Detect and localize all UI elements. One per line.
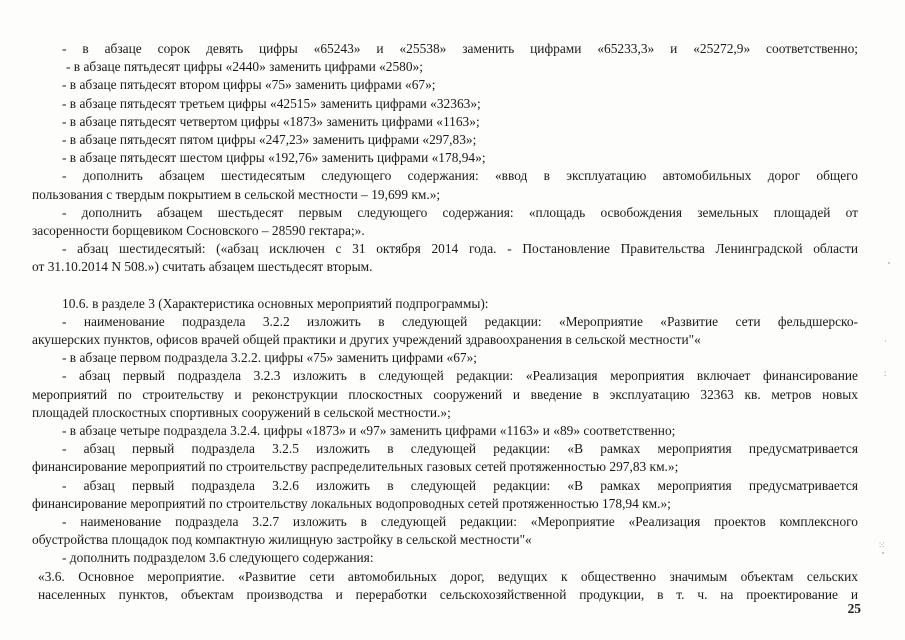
text-line: - наименование подраздела 3.2.2 изложить в следующей редакции: «Мероприятие «Развитие сети фельдшерско- [62,313,858,329]
page-number: 25 [847,601,861,616]
text-line: - в абзаце пятьдесят пятом цифры «247,23» заменить цифрами «297,83»; [62,132,477,148]
text-line: мероприятий по строительству и реконструкции плоскостных сооружений и введение в эксплуатацию 32363 кв. метров новых [32,386,858,402]
text-line: - в абзаце первом подраздела 3.2.2. цифры «75» заменить цифрами «67»; [62,350,478,366]
scan-speck: · [884,336,887,346]
paragraph-gap [32,277,858,295]
text-line: - дополнить абзацем шестьдесят первым следующего содержания: «площадь освобождения земельных площадей от [62,204,858,220]
scan-speck [888,262,890,264]
text-line: от 31.10.2014 N 508.») считать абзацем шестьдесят вторым. [32,259,373,275]
text-line: финансирование мероприятий по строительству распределительных газовых сетей протяженностью 297,83 км.»; [32,459,679,475]
text-line: - дополнить абзацем шестидесятым следующего содержания: «ввод в эксплуатацию автомобильных дорог общего [62,168,858,184]
scan-speck: ⁙ [878,540,886,550]
text-line: - дополнить подразделом 3.6 следующего содержания: [62,550,374,566]
text-line: - абзац первый подраздела 3.2.5 изложить в следующей редакции: «В рамках мероприятия предусматривается [62,441,858,457]
text-line: - наименование подраздела 3.2.7 изложить в следующей редакции: «Мероприятие «Реализация проектов комплексного [62,514,858,530]
text-line: финансирование мероприятий по строительству локальных водопроводных сетей протяженностью 178,94 км.»; [32,495,671,511]
text-line: - в абзаце четыре подраздела 3.2.4. цифры «1873» и «97» заменить цифрами «1163» и «89» соответственно; [62,423,676,439]
text-line: площадей плоскостных спортивных сооружений в сельской местности.»; [32,404,451,420]
scan-speck: : [884,368,887,378]
text-line: - абзац первый подраздела 3.2.6 изложить в следующей редакции: «В рамках мероприятия предусматривается [62,477,858,493]
text-line: - в абзаце пятьдесят втором цифры «75» заменить цифрами «67»; [62,77,436,93]
text-line: - в абзаце пятьдесят четвертом цифры «1873» заменить цифрами «1163»; [62,113,480,129]
text-line: - в абзаце пятьдесят третьем цифры «42515» заменить цифрами «32363»; [62,95,481,111]
section-heading: 10.6. в разделе 3 (Характеристика основных мероприятий подпрограммы): [62,295,489,311]
text-line: - абзац шестидесятый: («абзац исключен с 31 октября 2014 года. - Постановление Правительства Ленинградской области [62,241,858,257]
scan-speck [882,552,884,554]
text-line: - в абзаце пятьдесят цифры «2440» заменить цифрами «2580»; [66,59,423,75]
document-body [32,40,858,604]
text-line: - абзац первый подраздела 3.2.3 изложить в следующей редакции: «Реализация мероприятия включает финансирование [62,368,858,384]
text-line: засоренности борщевиком Сосновского – 28590 гектара;». [32,223,365,239]
text-line: обустройства площадок под компактную жилищную застройку в сельской местности"« [32,532,532,548]
text-line: акушерских пунктов, офисов врачей общей практики и других учреждений здравоохранения в сельской местности"« [32,332,701,348]
text-line: - в абзаце пятьдесят шестом цифры «192,76» заменить цифрами «178,94»; [62,150,486,166]
text-line: - в абзаце сорок девять цифры «65243» и «25538» заменить цифрами «65233,3» и «25272,9» соответственно; [62,41,858,56]
text-line: пользования с твердым покрытием в сельской местности – 19,699 км.»; [32,186,441,202]
text-line: населенных пунктов, объектам производства и переработки сельскохозяйственной продукции, в т. ч. на проектирование и [38,586,858,602]
text-line: «3.6. Основное мероприятие. «Развитие сети автомобильных дорог, ведущих к общественно значимым объектам сельских [38,568,858,584]
